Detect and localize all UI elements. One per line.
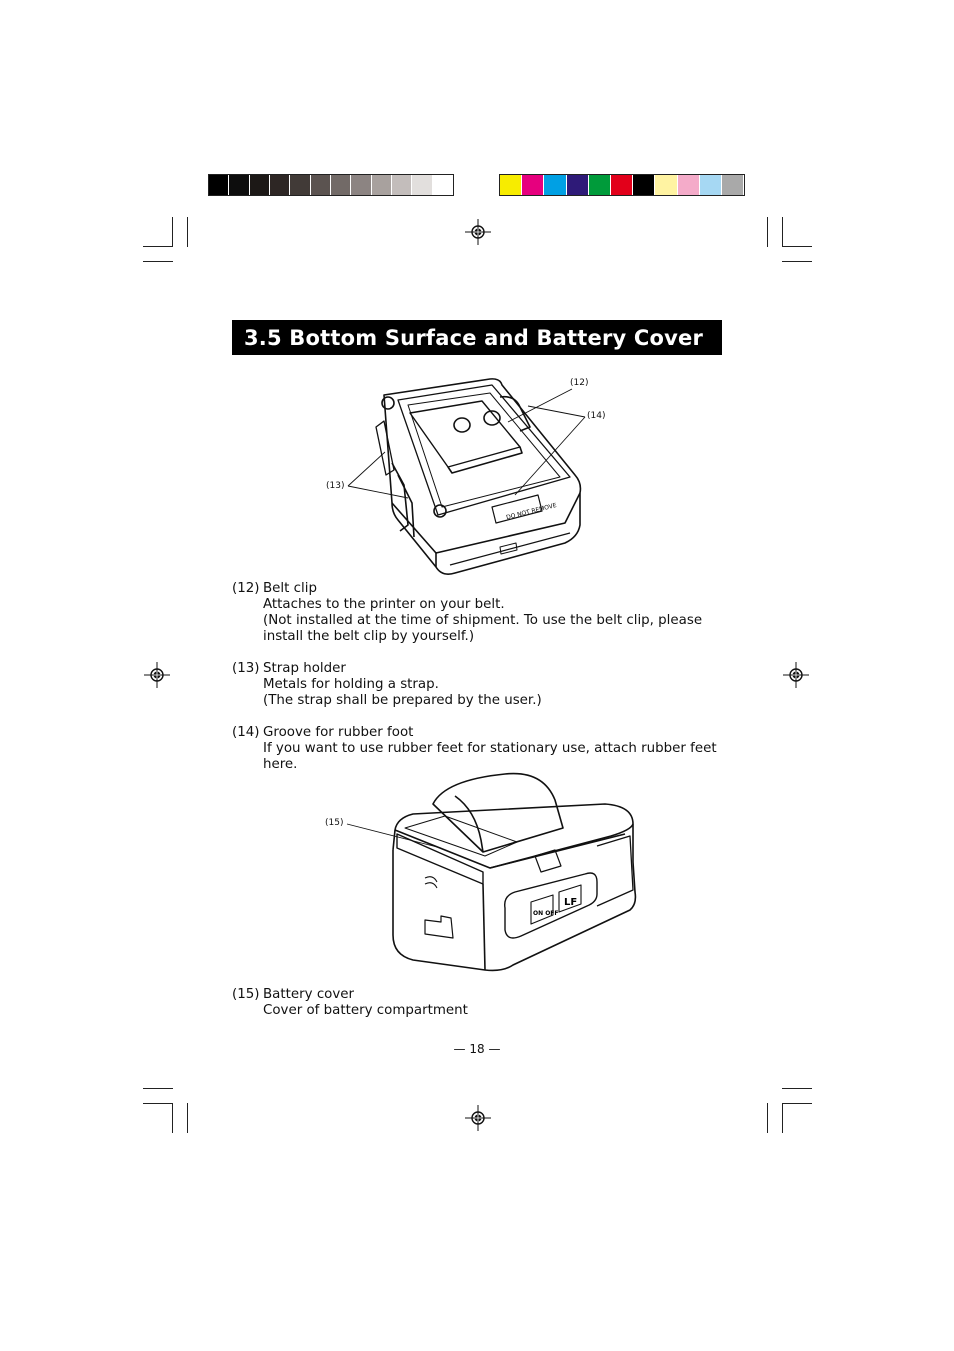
item-title: Battery cover xyxy=(263,987,355,1002)
item-number: (15) xyxy=(232,987,260,1002)
callout-13: (13) xyxy=(326,481,345,491)
callout-15: (15) xyxy=(325,818,344,828)
item-desc-line: Cover of battery compartment xyxy=(263,1003,468,1018)
registration-target-left xyxy=(144,662,170,688)
printer-battery-cover-illustration xyxy=(385,770,640,975)
grayscale-swatch-bar xyxy=(208,174,454,196)
item-desc-line: (Not installed at the time of shipment. To use the belt clip, please xyxy=(263,613,703,628)
registration-target-bottom xyxy=(465,1105,491,1131)
lf-button-label: LF xyxy=(564,897,578,908)
color-swatch xyxy=(655,175,677,195)
color-swatch-bar xyxy=(499,174,745,196)
registration-target-right xyxy=(783,662,809,688)
gray-swatch xyxy=(351,175,371,195)
item-battery-cover xyxy=(232,987,468,1019)
gray-swatch xyxy=(372,175,392,195)
item-groove-rubber-foot xyxy=(232,725,717,773)
item-number: (13) xyxy=(232,661,260,676)
item-title: Belt clip xyxy=(263,581,317,596)
gray-swatch xyxy=(209,175,229,195)
color-swatch xyxy=(678,175,700,195)
gray-swatch xyxy=(331,175,351,195)
item-title: Groove for rubber foot xyxy=(263,725,414,740)
color-swatch xyxy=(544,175,566,195)
color-swatch xyxy=(589,175,611,195)
item-desc-line: here. xyxy=(263,757,298,772)
item-desc-line: install the belt clip by yourself.) xyxy=(263,629,475,644)
color-swatch xyxy=(633,175,655,195)
page-number: — 18 — xyxy=(453,1042,501,1056)
color-swatch xyxy=(722,175,744,195)
item-belt-clip xyxy=(232,581,702,645)
item-desc-line: Metals for holding a strap. xyxy=(263,677,439,692)
color-swatch xyxy=(700,175,722,195)
color-swatch xyxy=(611,175,633,195)
item-strap-holder xyxy=(232,661,542,709)
item-desc-line: If you want to use rubber feet for stationary use, attach rubber feet xyxy=(263,741,717,756)
registration-target-top xyxy=(465,219,491,245)
callout-12: (12) xyxy=(570,378,589,388)
gray-swatch xyxy=(270,175,290,195)
gray-swatch xyxy=(412,175,432,195)
callout-14: (14) xyxy=(587,411,606,421)
item-number: (12) xyxy=(232,581,260,596)
gray-swatch xyxy=(311,175,331,195)
gray-swatch xyxy=(250,175,270,195)
figure1-leader-lines xyxy=(340,380,600,510)
do-not-remove-label: DO NOT REMOVE xyxy=(505,502,558,522)
item-desc-line: Attaches to the printer on your belt. xyxy=(263,597,505,612)
gray-swatch xyxy=(229,175,249,195)
gray-swatch xyxy=(392,175,412,195)
gray-swatch xyxy=(433,175,453,195)
item-title: Strap holder xyxy=(263,661,346,676)
figure2-leader-line xyxy=(345,822,455,862)
item-desc-line: (The strap shall be prepared by the user.) xyxy=(263,693,542,708)
item-number: (14) xyxy=(232,725,260,740)
color-swatch xyxy=(500,175,522,195)
gray-swatch xyxy=(290,175,310,195)
color-swatch xyxy=(567,175,589,195)
section-title: 3.5 Bottom Surface and Battery Cover xyxy=(232,320,722,355)
on-off-button-label: ON OFF xyxy=(533,910,559,917)
color-swatch xyxy=(522,175,544,195)
